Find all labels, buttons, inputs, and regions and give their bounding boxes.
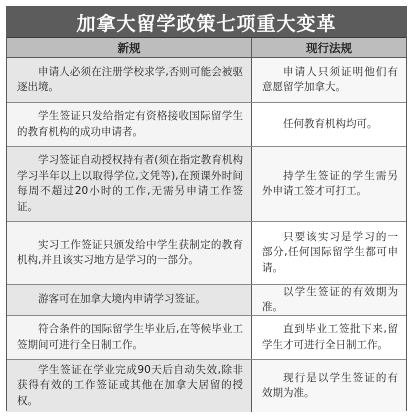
table-row — [7, 147, 406, 222]
new-rule-cell: 实习工作签证只颁发给中学生获制定的教育机构,并且该实习地方是学习的一部分。 — [7, 222, 252, 284]
policy-table — [6, 6, 407, 411]
current-rule-cell: 现行是以学生签证的有效期为准。 — [252, 360, 406, 412]
header-new-rules: 新规 — [7, 38, 252, 57]
new-rule-cell: 学生签证在学业完成90天后自动失效,除非获得有效的工作签证或其他在加拿大居留的授权。 — [7, 360, 252, 412]
current-rule-cell: 申请人只须证明他们有意愿留学加拿大。 — [252, 58, 406, 102]
table-header — [7, 38, 406, 58]
current-rule-cell: 任何教育机构均可。 — [252, 103, 406, 146]
new-rule-cell: 申请人必须在注册学校求学,否则可能会被驱逐出境。 — [7, 58, 252, 102]
table-row — [7, 222, 406, 285]
table-row — [7, 316, 406, 360]
new-rule-cell: 学习签证自动授权持有者(须在指定教育机构学习半年以上以取得学位,文凭等),在预课外时间每周不超过20小时的工作,无需另申请工作签证。 — [7, 147, 252, 221]
new-rule-cell: 学生签证只发给指定有资格接收国际留学生的教育机构的成功申请者。 — [7, 103, 252, 146]
table-row — [7, 285, 406, 316]
current-rule-cell: 以学生签证的有效期为准。 — [252, 285, 406, 315]
table-row — [7, 58, 406, 103]
new-rule-cell: 符合条件的国际留学生毕业后,在等候毕业工签期间可进行全日制工作。 — [7, 316, 252, 359]
table-title: 加拿大留学政策七项重大变革 — [7, 7, 406, 38]
current-rule-cell: 持学生签证的学生需另外申请工签才可打工。 — [252, 147, 406, 221]
header-current-rules: 现行法规 — [306, 40, 352, 55]
current-rule-cell: 只要该实习是学习的一部分,任何国际留学生都可申请。 — [252, 222, 406, 284]
table-row — [7, 103, 406, 147]
current-rule-cell: 直到毕业工签批下来,留学生才可进行全日制工作。 — [252, 316, 406, 359]
new-rule-cell: 游客可在加拿大境内申请学习签证。 — [7, 285, 252, 315]
table-row — [7, 360, 406, 412]
